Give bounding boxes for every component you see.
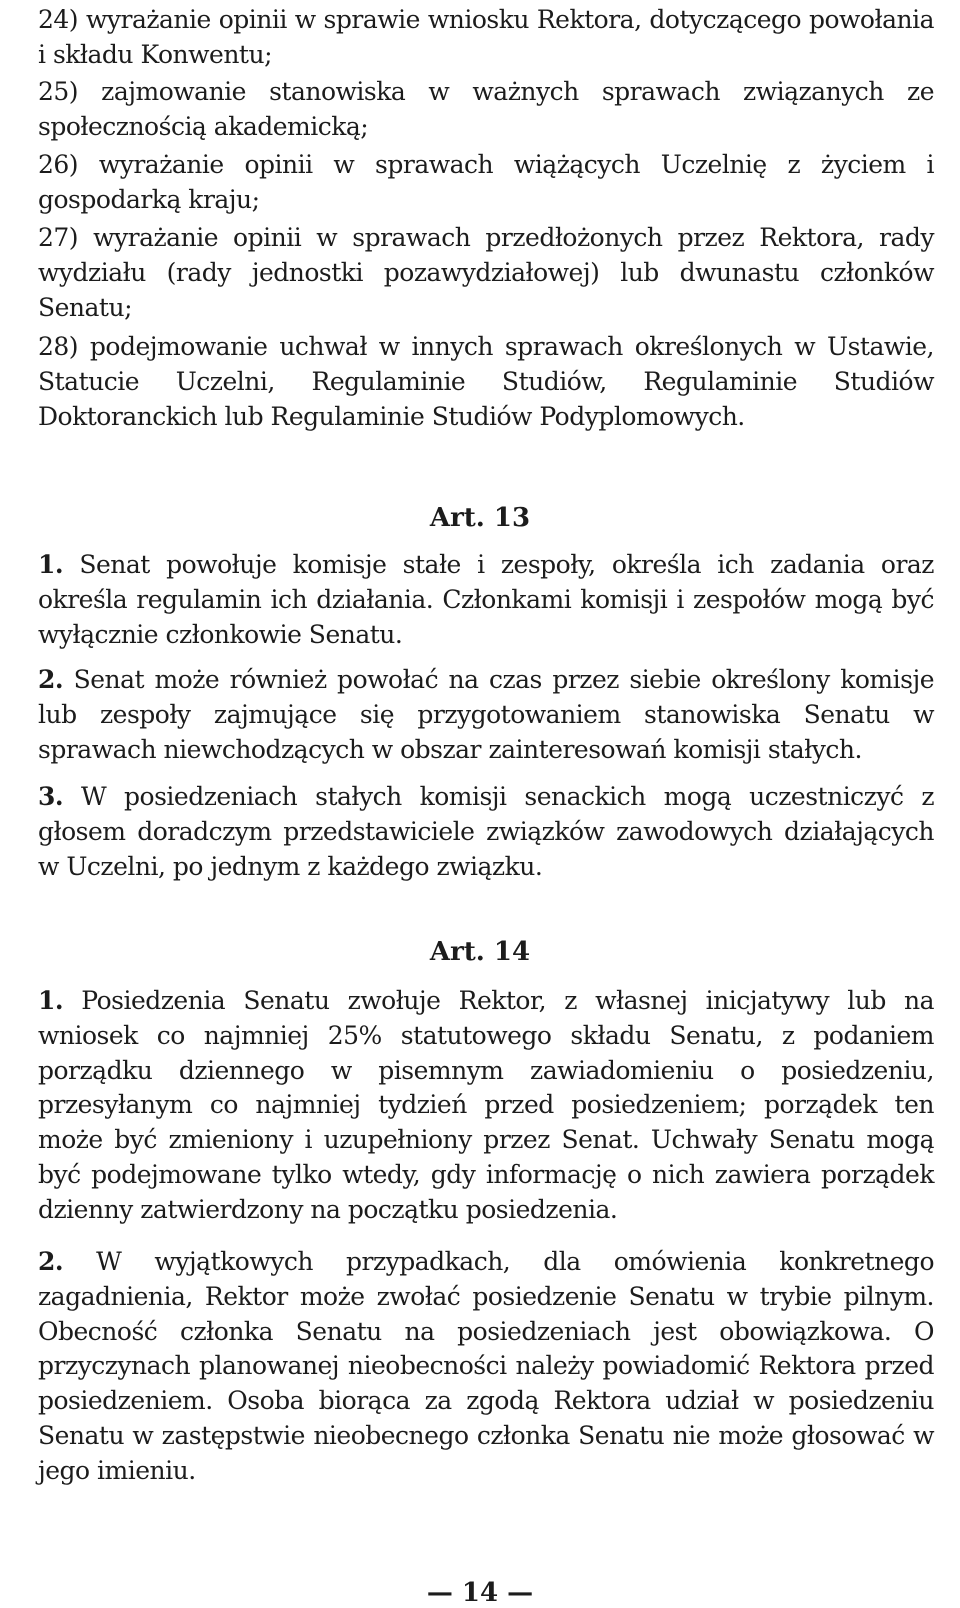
art14-paragraph-1 [38,984,934,1228]
paragraph-text: W wyjątkowych przypadkach, dla omówienia konkretnego zagadnienia, Rektor może zwołać posiedzenie Senatu w trybie pilnym. Obecność członka Senatu na posiedzeniach jest obowiązkowa. O przyczynach planowanej nieobecności należy powiadomić Rektora przed posiedzeniem. Osoba biorąca za zgodą Rektora udział w posiedzeniu Senatu w zastępstwie nieobecnego członka Senatu nie może głosować w jego imieniu. [38,1247,934,1485]
list-item-27: 27) wyrażanie opinii w sprawach przedłożonych przez Rektora, rady wydziału (rady jednostki pozawydziałowej) lub dwunastu członków Senatu; [38,223,934,322]
paragraph-text: Posiedzenia Senatu zwołuje Rektor, z własnej inicjatywy lub na wniosek co najmniej 25% statutowego składu Senatu, z podaniem porządku dziennego w pisemnym zawiadomieniu o posiedzeniu, przesyłanym co najmniej tydzień przed posiedzeniem; porządek ten może być zmieniony i uzupełniony przez Senat. Uchwały Senatu mogą być podejmowane tylko wtedy, gdy informację o nich zawiera porządek dzienny zatwierdzony na początku posiedzenia. [38,986,934,1224]
paragraph-number: 1. [38,986,64,1015]
paragraph-text: Senat powołuje komisje stałe i zespoły, określa ich zadania oraz określa regulamin ich działania. Członkami komisji i zespołów mogą być wyłącznie członkowie Senatu. [38,550,934,649]
list-item-25: 25) zajmowanie stanowiska w ważnych sprawach związanych ze społecznością akademicką; [38,77,934,141]
article-13-heading: Art. 13 [429,503,531,533]
paragraph-number: 3. [38,782,64,811]
list-item-28: 28) podejmowanie uchwał w innych sprawach określonych w Ustawie, Statucie Uczelni, Regulaminie Studiów, Regulaminie Studiów Doktoranckich lub Regulaminie Studiów Podyplomowych. [38,332,934,431]
paragraph-text: Senat może również powołać na czas przez siebie określony komisje lub zespoły zajmujące się przygotowaniem stanowiska Senatu w sprawach niewchodzących w obszar zainteresowań komisji stałych. [38,665,934,764]
art13-paragraph-2 [38,663,934,767]
art14-paragraph-2 [38,1245,934,1489]
art13-paragraph-3 [38,780,934,884]
article-14-heading: Art. 14 [429,937,531,967]
page-number: — 14 — [426,1578,534,1608]
list-item-26: 26) wyrażanie opinii w sprawach wiążących Uczelnię z życiem i gospodarką kraju; [38,150,934,214]
paragraph-number: 2. [38,665,64,694]
paragraph-text: W posiedzeniach stałych komisji senackich mogą uczestniczyć z głosem doradczym przedstawiciele związków zawodowych działających w Uczelni, po jednym z każdego związku. [38,782,935,881]
paragraph-number: 1. [38,550,64,579]
art13-paragraph-1 [38,548,934,652]
paragraph-number: 2. [38,1247,64,1276]
list-item-24: 24) wyrażanie opinii w sprawie wniosku Rektora, dotyczącego powołania i składu Konwentu; [38,5,934,69]
